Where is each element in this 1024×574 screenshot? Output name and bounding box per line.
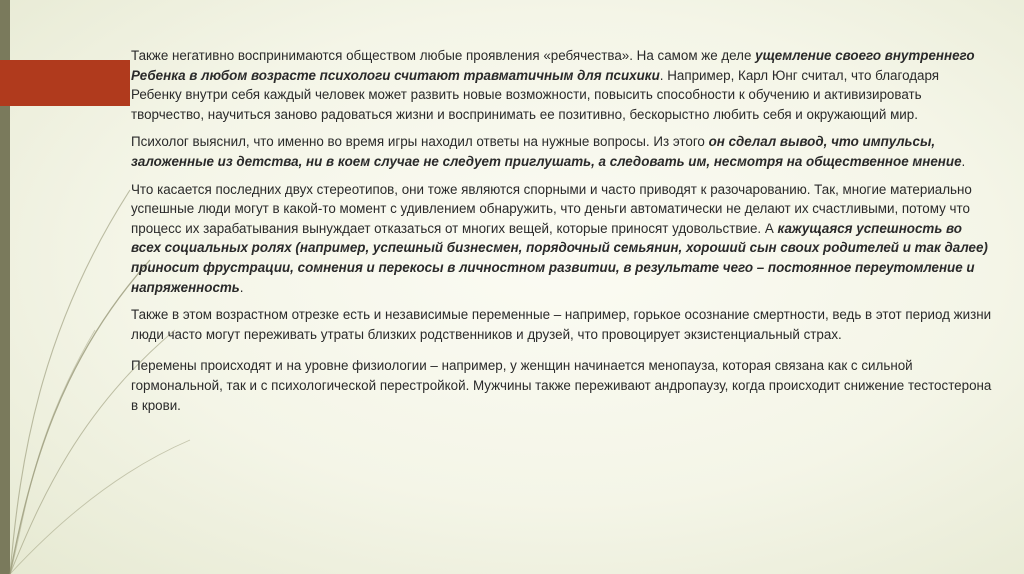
paragraph-2-text: Психолог выяснил, что именно во время игры находил ответы на нужные вопросы. Из этого <box>131 134 709 150</box>
paragraph-4-text: Также в этом возрастном отрезке есть и независимые переменные – например, горькое осознание смертности, ведь в этот период жизни люди часто могут переживать утраты близких родственников и друзей, что провоцирует экзистенциальный страх. <box>131 307 992 342</box>
paragraph-3-emphasis: кажущаяся успешность во всех социальных ролях (например, успешный бизнесмен, порядочный семьянин, хороший сын своих родителей и так далее) приносит фрустрации, сомнения и перекосы в личностном развитии, в результате чего – постоянное переутомление и напряженность <box>131 220 988 295</box>
paragraph-2-emphasis: он сделал вывод, что импульсы, заложенные из детства, ни в коем случае не следует приглушать, а следовать им, несмотря на общественное мнение <box>131 134 962 169</box>
paragraph-5-text: Перемены происходят и на уровне физиологии – например, у женщин начинается менопауза, которая связана как с сильной гормональной, так и с психологической перестройкой. Мужчины также переживают андропаузу, когда происходит снижение тестостерона в крови. <box>131 358 992 413</box>
paragraph-2-text-end: . <box>961 153 966 169</box>
paragraph-1-text-end: . Например, Карл Юнг считал, что благодаря Ребенку внутри себя каждый человек может развить новые возможности, повысить способности к обучению и активизировать творчество, научиться заново радоваться жизни и воспринимать ее позитивно, бескорыстно любить себя и окружающий мир. <box>131 67 940 122</box>
paragraph-3 <box>131 180 993 298</box>
paragraph-1-text: Также негативно воспринимаются обществом любые проявления «ребячества». На самом же деле <box>131 48 756 63</box>
paragraph-3-text-end: . <box>239 279 244 295</box>
paragraph-5 <box>131 356 993 415</box>
red-accent-flag <box>0 60 130 106</box>
paragraph-1-emphasis: ущемление своего внутреннего Ребенка в любом возрасте психологи считают травматичным для психики <box>131 48 975 83</box>
paragraph-2 <box>131 132 993 171</box>
paragraph-3-text: Что касается последних двух стереотипов, они тоже являются спорными и часто приводят к разочарованию. Так, многие материально успешные люди могут в какой-то момент с удивлением обнаружить, что деньги автоматически не делают их счастливыми, потому что процесс их зарабатывания вынуждает отказаться от многих вещей, которые приносят удовольствие. А <box>131 181 972 236</box>
slide-body <box>131 46 993 423</box>
paragraph-1 <box>131 46 993 124</box>
paragraph-4 <box>131 305 993 344</box>
